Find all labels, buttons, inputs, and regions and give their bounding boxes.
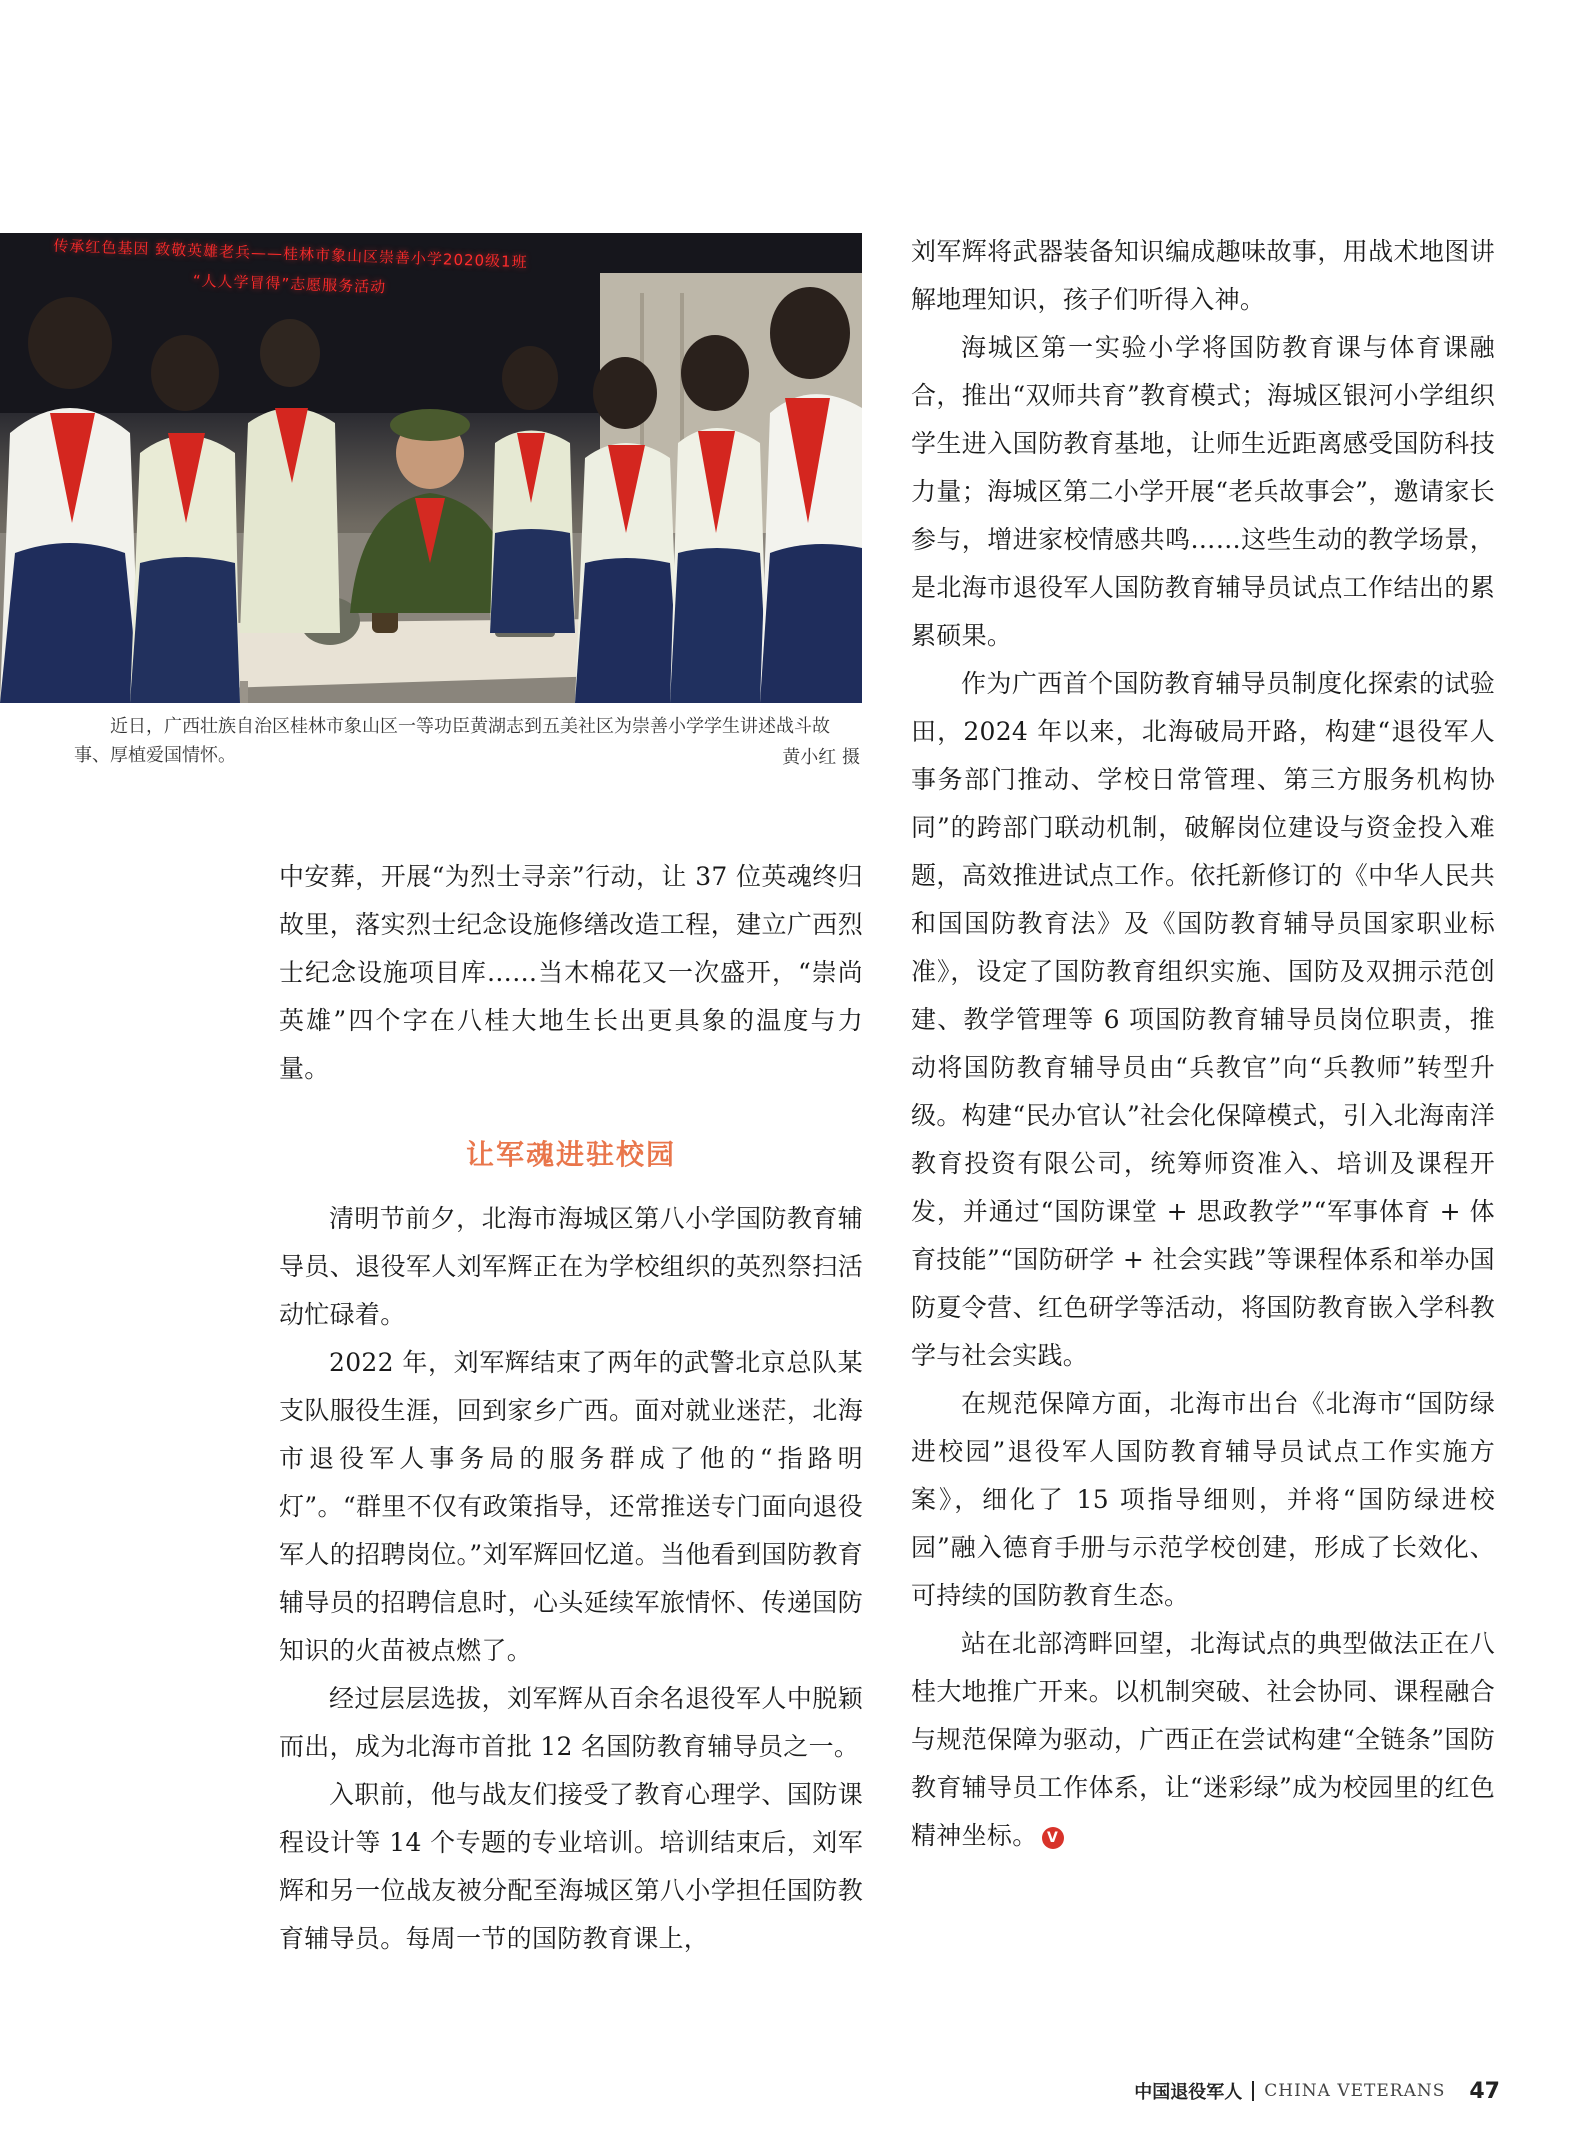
paragraph: 清明节前夕，北海市海城区第八小学国防教育辅导员、退役军人刘军辉正在为学校组织的英烈祭扫活动忙碌着。 [279,1204,863,1329]
article-photo [0,233,862,703]
paragraph: 中安葬，开展“为烈士寻亲”行动，让 37 位英魂终归故里，落实烈士纪念设施修缮改造工程，建立广西烈士纪念设施项目库……当木棉花又一次盛开，“崇尚英雄”四个字在八桂大地生长出更具象的温度与力量。 [279,862,863,1083]
paragraph: 刘军辉将武器装备知识编成趣味故事，用战术地图讲解地理知识，孩子们听得入神。 [911,237,1495,314]
paragraph: 在规范保障方面，北海市出台《北海市“国防绿进校园”退役军人国防教育辅导员试点工作实施方案》，细化了 15 项指导细则，并将“国防绿进校园”融入德育手册与示范学校创建，形成了长效化、可持续的国防教育生态。 [911,1389,1495,1610]
page-footer [1120,2078,1500,2104]
left-column [279,853,863,1963]
article-end-icon: V [1042,1827,1064,1849]
footer-divider [1252,2081,1254,2101]
banner-line-1: 传承红色基因 致敬英雄老兵——桂林市象山区崇善小学2020级1班 [53,236,528,272]
page-number: 47 [1469,2078,1500,2104]
photo-credit: 黄小红 摄 [782,747,860,768]
paragraph: 作为广西首个国防教育辅导员制度化探索的试验田，2024 年以来，北海破局开路，构建“退役军人事务部门推动、学校日常管理、第三方服务机构协同”的跨部门联动机制，破解岗位建设与资金投入难题，高效推进试点工作。依托新修订的《中华人民共和国国防教育法》及《国防教育辅导员国家职业标准》，设定了国防教育组织实施、国防及双拥示范创建、教学管理等 6 项国防教育辅导员岗位职责，推动将国防教育辅导员由“兵教官”向“兵教师”转型升级。构建“民办官认”社会化保障模式，引入北海南洋教育投资有限公司，统筹师资准入、培训及课程开发，并通过“国防课堂 + 思政教学”“军事体育 + 体育技能”“国防研学 + 社会实践”等课程体系和举办国防夏令营、红色研学等活动，将国防教育嵌入学科教学与社会实践。 [911,669,1495,1370]
banner-line-2: “人人学冒得”志愿服务活动 [192,271,387,297]
magazine-name-cn: 中国退役军人 [1134,2082,1243,2103]
paragraph-text: 站在北部湾畔回望，北海试点的典型做法正在八桂大地推广开来。以机制突破、社会协同、课程融合与规范保障为驱动，广西正在尝试构建“全链条”国防教育辅导员工作体系，让“迷彩绿”成为校园里的红色精神坐标。 [911,1629,1495,1850]
last-paragraph [911,1620,1495,1860]
section-heading: 让军魂进驻校园 [465,1138,676,1171]
paragraph: 入职前，他与战友们接受了教育心理学、国防课程设计等 14 个专题的专业培训。培训结束后，刘军辉和另一位战友被分配至海城区第八小学担任国防教育辅导员。每周一节的国防教育课上， [279,1780,863,1953]
paragraph: 经过层层选拔，刘军辉从百余名退役军人中脱颖而出，成为北海市首批 12 名国防教育辅导员之一。 [279,1684,863,1761]
photo-caption: 近日，广西壮族自治区桂林市象山区一等功臣黄湖志到五美社区为崇善小学学生讲述战斗故事、厚植爱国情怀。 [74,716,830,766]
magazine-name-en: CHINA VETERANS [1264,2081,1446,2101]
paragraph: 2022 年，刘军辉结束了两年的武警北京总队某支队服役生涯，回到家乡广西。面对就业迷茫，北海市退役军人事务局的服务群成了他的“指路明灯”。“群里不仅有政策指导，还常推送专门面向退役军人的招聘岗位。”刘军辉回忆道。当他看到国防教育辅导员的招聘信息时，心头延续军旅情怀、传递国防知识的火苗被点燃了。 [279,1348,863,1665]
paragraph: 海城区第一实验小学将国防教育课与体育课融合，推出“双师共育”教育模式；海城区银河小学组织学生进入国防教育基地，让师生近距离感受国防科技力量；海城区第二小学开展“老兵故事会”，邀请家长参与，增进家校情感共鸣……这些生动的教学场景，是北海市退役军人国防教育辅导员试点工作结出的累累硕果。 [911,333,1495,650]
right-column [911,228,1495,1860]
